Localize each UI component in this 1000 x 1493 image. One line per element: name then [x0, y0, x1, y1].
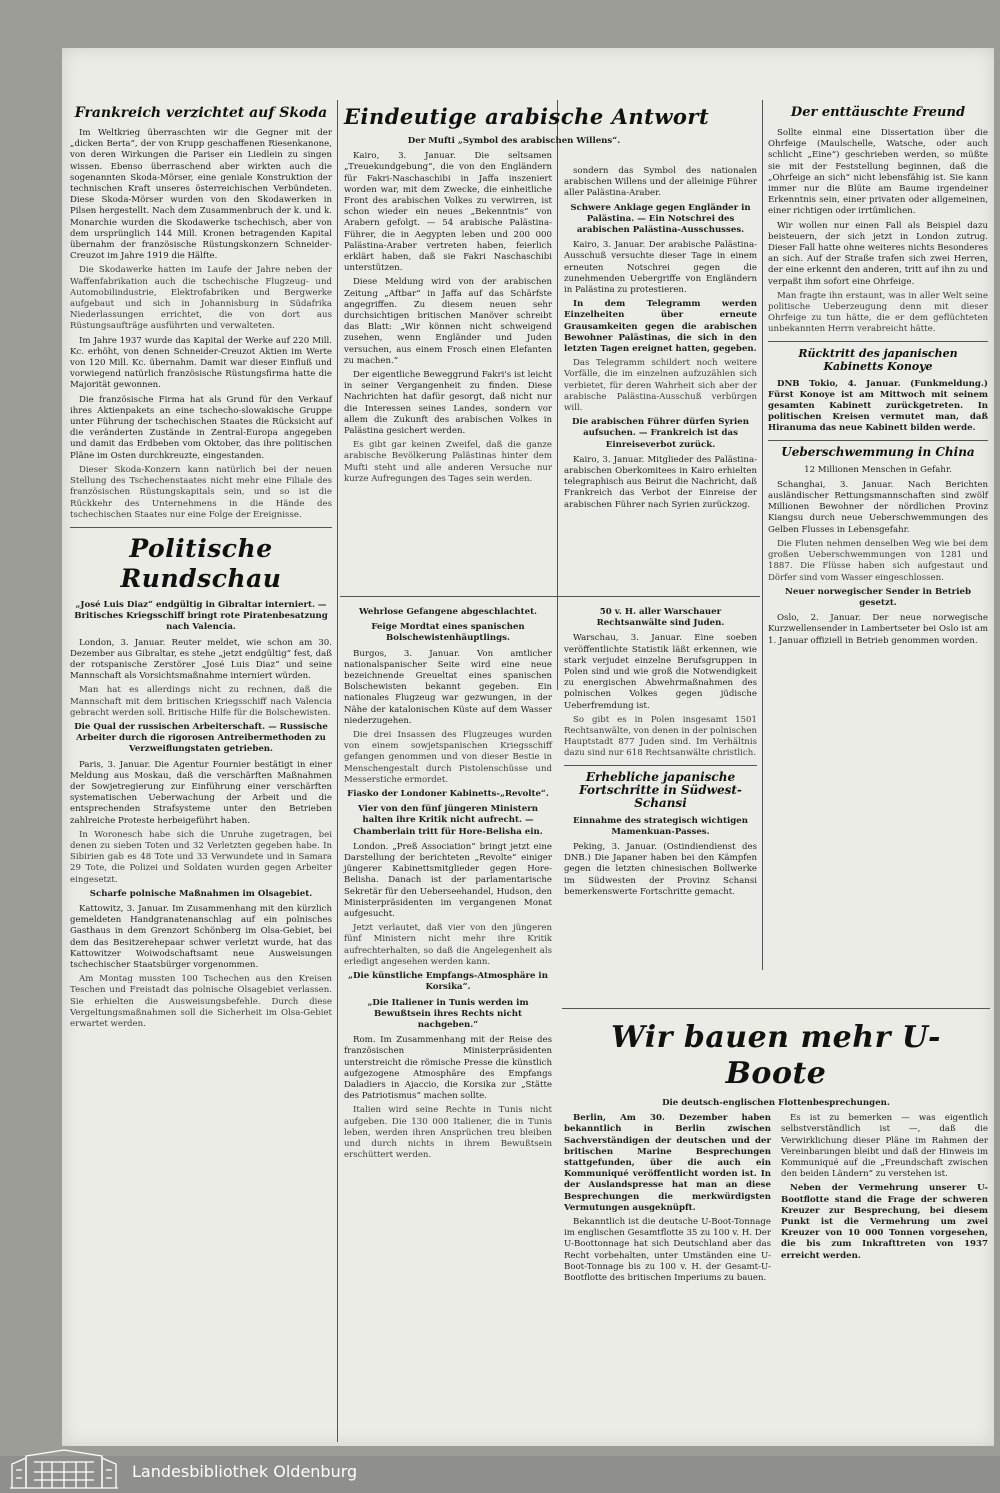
subheadline: Scharfe polnische Maßnahmen im Olsagebiet.: [89, 888, 313, 899]
paragraph: Oslo, 2. Januar. Der neue norwegische Kurzwellensender in Lambertseter bei Oslo ist am 1. Januar offiziell in Betrieb genommen worden.: [768, 613, 988, 646]
subheadline: Fiasko der Londoner Kabinetts-„Revolte“.: [347, 789, 549, 800]
paragraph: Jetzt verlautet, daß vier von den jüngeren fünf Ministern nicht mehr ihre Kritik aufrechterhalten, so daß die Angelegenheit als erledigt angesehen werden kann.: [344, 923, 552, 967]
paragraph: Der eigentliche Beweggrund Fakri's ist leicht in seiner Vergangenheit zu finden. Diese Nachrichten hat dafür gesorgt, daß nicht nur die Interessen seines Landes, sondern vor allem die Zukunft des arabischen Volkes in Palästina gesichert werden.: [344, 370, 552, 437]
uboot-article: [564, 1016, 988, 1441]
paragraph: Bekanntlich ist die deutsche U-Boot-Tonnage im englischen Gesamtflotte 35 zu 100 v. H. Der U-Boottonnage hat sich Deutschland aber das Recht vorbehalten, unter Umständen eine U-Boot-Tonnage bis zu 100 v. H. der Gesamt-U-Bootflotte des britischen Imperiums zu bauen.: [564, 1217, 771, 1284]
paragraph: Das Telegramm schildert noch weitere Vorfälle, die im einzelnen aufzuzählen sich verbietet, für deren Wahrheit sich aber der arabische Palästina-Ausschuß verbürgen will.: [564, 358, 757, 414]
paragraph: Die Fluten nehmen denselben Weg wie bei dem großen Ueberschwemmungen von 1281 und 1887. Die Flüsse haben sich aufgestaut und Dörfer sind vom Wasser eingeschlossen.: [768, 538, 988, 583]
section-headline: Politische Rundschau: [120, 533, 282, 593]
subheadline: Die Qual der russischen Arbeiterschaft. — Russische Arbeiter durch die rigorosen Antreibermethoden zu Verzweiflungstaten getrieben.: [74, 721, 328, 755]
paragraph: sondern das Symbol des nationalen arabischen Willens und der alleinige Führer aller Palästina-Araber.: [564, 166, 757, 199]
paragraph: Man hat es allerdings nicht zu rechnen, daß die Mannschaft mit dem britischen Kriegsschiff nach Valencia gebracht werden soll. Britische Hilfe für die Bolschewisten.: [70, 685, 332, 718]
subheadline: 50 v. H. aller Warschauer Rechtsanwälte sind Juden.: [596, 607, 725, 629]
paragraph: Die drei Insassen des Flugzeuges wurden von einem sowjetspanischen Kriegsschiff gefangen genommen und von dieser Bestie in Menschengestalt durch Pistolenschüsse und Messerstiche ermordet.: [344, 730, 552, 785]
subheadline: Schwere Anklage gegen Engländer in Palästina. — Ein Notschrei des arabischen Palästina-Ausschusses.: [570, 202, 751, 236]
lead-headline: Eindeutige arabische Antwort: [344, 104, 710, 129]
article-headline: Frankreich verzichtet auf Skoda: [74, 105, 328, 121]
section-rule: [70, 527, 332, 528]
paragraph: Kairo, 3. Januar. Mitglieder des Palästina-arabischen Oberkomitees in Kairo erhielten telegraphisch aus Beirut die Nachricht, daß Frankreich das Verbot der Einreise der arabischen Führer nach Syrien zurückzog.: [564, 454, 757, 510]
paragraph: Rom. Im Zusammenhang mit der Reise des französischen Ministerpräsidenten unterstreicht die römische Presse die künstlich aufgezogene Atmosphäre des Empfangs Daladiers in Ajaccio, die Korsika zur „Stätte des Patriotismus“ machen sollte.: [344, 1035, 552, 1102]
paragraph: Am Montag mussten 100 Tschechen aus den Kreisen Teschen und Freistadt das polnische Olsagebiet verlassen. Sie erhielten die Ausweisungsbefehle. Durch diese Vergeltungsmaßnahmen soll die Sicherheit im Olsa-Gebiet erwartet werden.: [70, 974, 332, 1030]
subheadline: Feige Mordtat eines spanischen Bolschewistenhäuptlings.: [371, 622, 525, 644]
section-rule: [564, 765, 757, 766]
column-3: [564, 100, 757, 640]
paragraph: So gibt es in Polen insgesamt 1501 Rechtsanwälte, von denen in der polnischen Hauptstadt 877 Juden sind. Im Verhältnis dazu sind nur 618 Rechtsanwälte christlich.: [564, 714, 757, 759]
paragraph: Kattowitz, 3. Januar. Im Zusammenhang mit den kürzlich gemeldeten Handgranatenanschlag auf ein polnisches Gasthaus in dem Grenzort Schönberg im Olsa-Gebiet, bei dem das Besitzerehepaar schwer verletzt wurde, hat das Kattowitzer Woiwodschaftsamt neue Ausweisungen tschechischer Staatsbürger vorgenommen.: [70, 903, 332, 970]
paragraph: Kairo, 3. Januar. Die seltsamen „Treuekundgebung“, die von den Engländern für Fakri-Naschaschibi in Jaffa inszeniert worden war, mit dem Zwecke, die einheitliche Front des arabischen Volkes zu verwirren, ist schon wieder ein neues „Bekenntnis“ von Arabern gefolgt. — 54 arabische Palästina-Führer, die in Aegypten leben und 200 000 Palästina-Araber vertreten haben, feierlich erklärt haben, daß sie Fakri Naschaschibi unterstützen.: [344, 151, 552, 274]
paragraph: Burgos, 3. Januar. Von amtlicher nationalspanischer Seite wird eine neue bezeichnende Greueltat eines spanischen Bolschewisten bekannt gegeben. Ein nationales Flugzeug war gezwungen, in der Nähe der katalonischen Küste auf dem Wasser niederzugehen.: [344, 648, 552, 726]
article-headline: Erhebliche japanische Fortschritte in Südwest-Schansi: [579, 769, 742, 810]
paragraph: Warschau, 3. Januar. Eine soeben veröffentlichte Statistik läßt erkennen, wie stark verjudet einzelne Berufsgruppen in Polen sind und wie groß die Notwendigkeit zu energischen Abwehrmaßnahmen des polnischen Volkes gegen jüdische Ueberfremdung ist.: [564, 633, 757, 711]
paragraph: Kairo, 3. Januar. Der arabische Palästina-Ausschuß versuchte dieser Tage in einem erneuten Notschrei gegen die zunehmenden Uebergriffe von Engländern in Palästina zu protestieren.: [564, 240, 757, 296]
section-rule: [768, 440, 988, 441]
paragraph: Italien wird seine Rechte in Tunis nicht aufgeben. Die 130 000 Italiener, die in Tunis leben, werden ihren Ansprüchen treu bleiben und durch nichts in ihrem Bewußtsein erschüttert werden.: [344, 1105, 552, 1161]
subheadline: Wehrlose Gefangene abgeschlachtet.: [358, 607, 538, 617]
article-headline: Der enttäuschte Freund: [790, 105, 966, 120]
section-rule: [340, 596, 760, 597]
subheadline: „Die Italiener in Tunis werden im Bewußtsein ihres Rechts nicht nachgeben.“: [367, 997, 529, 1030]
column-rule: [762, 100, 763, 970]
paragraph: Berlin, Am 30. Dezember haben bekanntlich in Berlin zwischen Sachverständigen der deutschen und der britischen Marine Besprechungen stattgefunden, über die auch ein Kommuniqué veröffentlicht worden ist. In der Auslandspresse hat man an diese Besprechungen die merkwürdigsten Vermutungen ausgeknüpft.: [564, 1113, 771, 1213]
paragraph: Neben der Vermehrung unserer U-Bootflotte stand die Frage der schweren Kreuzer zur Besprechung, bei diesem Punkt ist die Vermehrung um zwei Kreuzer von 10 000 Tonnen vorgesehen, die bis zum Inkrafttreten von 1937 erreicht werden.: [781, 1183, 988, 1261]
column-3-lower: [564, 604, 757, 1004]
paragraph: Sollte einmal eine Dissertation über die Ohrfeige (Maulschelle, Watsche, oder auch schlicht „Eine“) geschrieben werden, so müßte sie mit der Feststellung beginnen, daß die „Ohrfeige an sich“ nicht lebensfähig ist. Sie kann immer nur die Blüte am Baume irgendeiner Erkenntnis sein, einer privaten oder allgemeinen, einer richtigen oder irrtümlichen.: [768, 128, 988, 217]
paragraph: Die französische Firma hat als Grund für den Verkauf ihres Aktienpakets an eine tschecho-slowakische Gruppe unter Führung der tschechischen Staates die Rücksicht auf die veränderten Zustände in Zentral-Europa angegeben und damit das Erdbeben vom Oktober, das ihre politischen Pläne im Osten durchkreuzte, eingestanden.: [70, 394, 332, 461]
paragraph: DNB Tokio, 4. Januar. (Funkmeldung.) Fürst Konoye ist am Mittwoch mit seinem gesamten Kabinett zurückgetreten. In politischen Kreisen vermutet man, daß Hiranuma das neue Kabinett bilden werde.: [768, 378, 988, 434]
subheadline: Vier von den fünf jüngeren Ministern halten ihre Kritik nicht aufrecht. — Chamberlain tritt für Hore-Belisha ein.: [353, 804, 543, 837]
subheadline: Die arabischen Führer dürfen Syrien aufsuchen. — Frankreich ist das Einreiseverbot zurück.: [572, 417, 749, 450]
uboot-column-right: [781, 1113, 988, 1287]
paragraph: Im Weltkrieg überraschten wir die Gegner mit der „dicken Berta“, der von Krupp geschaffenen Riesenkanone, von deren Wirkungen die Pariser ein Liedlein zu singen wissen. Ebenso überraschend aber wirkten auch die sogenannten Skoda-Mörser, eine geniale Konstruktion der technischen Kraft unseres österreichischen Verbündeten. Diese Skoda-Mörser wurden von den Skodawerken in Pilsen hergestellt. Nach dem Zusammenbruch der k. und k. Monarchie wurden die Skodawerke tschechisch, aber von dem ursprünglich 144 Mill. Kronen betragenden Kapital übernahm der französische Rüstungskonzern Schneider-Creuzot im Jahre 1919 die Hälfte.: [70, 128, 332, 262]
subheadline: Einnahme des strategisch wichtigen Mamenkuan-Passes.: [572, 815, 748, 837]
paragraph: Es gibt gar keinen Zweifel, daß die ganze arabische Bevölkerung Palästinas hinter dem Mufti steht und alle anderen Versuche nur kurze Aufregungen des Tages sein werden.: [344, 440, 552, 484]
paragraph: Die Skodawerke hatten im Laufe der Jahre neben der Waffenfabrikation auch die tschechische Flugzeug- und Automobilindustrie, Elektrofabriken und Bergwerke aufgebaut und sich in Johannisburg in Südafrika Niederlassungen errichtet, die von dort aus Rüstungsaufträge ausführten und verwalteten.: [70, 265, 332, 332]
newspaper-page: [62, 48, 994, 1446]
subheadline: „José Luis Diaz“ endgültig in Gibraltar interniert. — Britisches Kriegsschiff bringt rote Piratenbesatzung nach Valencia.: [74, 599, 328, 633]
column-rule: [557, 100, 558, 690]
paragraph: Man fragte ihn erstaunt, was in aller Welt seine politische Ueberzeugung denn mit dieser Ohrfeige zu tun hätte, die er dem geflüchteten unbekannten Herrn verabreicht hätte.: [768, 290, 988, 335]
paragraph: Im Jahre 1937 wurde das Kapital der Werke auf 220 Mill. Kc. erhöht, von denen Schneider-Creuzot Aktien im Werte von 120 Mill. Kc. übernahm. Damit war dieser Einfluß und vorwiegend natürlich französische Rüstungsfirma hatte die Majorität gewonnen.: [70, 335, 332, 391]
paragraph: London, 3. Januar. Reuter meldet, wie schon am 30. Dezember aus Gibraltar, es stehe „jetzt endgültig“ fest, daß der rotspanische Zerstörer „José Luis Diaz“ und seine Mannschaft als Vorsichtsmaßnahme interniert würden.: [70, 637, 332, 682]
subheadline: „Die künstliche Empfangs-Atmosphäre in Korsika“.: [348, 971, 548, 993]
subheadline: Neuer norwegischer Sender in Betrieb gesetzt.: [785, 586, 971, 608]
subheadline: Die deutsch-englischen Flottenbesprechungen.: [662, 1098, 890, 1108]
paragraph: Schanghai, 3. Januar. Nach Berichten ausländischer Rettungsmannschaften sind zwölf Millionen Bewohner der nördlichen Provinz Kiangsu durch neue Ueberschwemmungen des Gelben Flusses in Lebensgefahr.: [768, 479, 988, 535]
article-headline: Rücktritt des japanischen Kabinetts Konoye: [798, 346, 958, 373]
library-building-icon: [8, 1448, 120, 1490]
paragraph: Diese Meldung wird von der arabischen Zeitung „Aftbar“ in Jaffa auf das Schärfste angegriffen. Zu diesem neuen sehr durchsichtigen britischen Manöver schreibt das Blatt: „Wir können nicht schweigend zusehen, wenn Engländer und Juden versuchen, aus einem Frosch einen Elefanten zu machen.“: [344, 277, 552, 366]
uboot-columns: [564, 1113, 988, 1287]
column-4: [768, 100, 988, 970]
lead-subheadline: Der Mufti „Symbol des arabischen Willens“.: [407, 136, 621, 146]
library-name: Landesbibliothek Oldenburg: [132, 1462, 358, 1481]
column-rule: [337, 100, 338, 1442]
paragraph: Paris, 3. Januar. Die Agentur Fournier bestätigt in einer Meldung aus Moskau, daß die verschärften Maßnahmen der Sowjetregierung zur Einführung einer verschärften systematischen Ueberwachung der Arbeit und die entsprechenden Strafsysteme unter den Betrieben zahlreiche Proteste herbeigeführt haben.: [70, 759, 332, 826]
paragraph: In dem Telegramm werden Einzelheiten über erneute Grausamkeiten gegen die arabischen Bewohner Palästinas, die sich in den letzten Tagen ereignet hatten, gegeben.: [564, 299, 757, 355]
article-headline: Ueberschwemmung in China: [781, 444, 975, 459]
uboot-column-left: [564, 1113, 771, 1287]
lead-headline: Wir bauen mehr U-Boote: [611, 1020, 941, 1091]
section-rule: [562, 1008, 990, 1009]
section-rule: [768, 341, 988, 342]
paragraph: In Woronesch habe sich die Unruhe zugetragen, bei denen zu sieben Toten und 32 Verletzten gegeben habe. In Sibirien gab es 48 Tote und 33 Verwundete und in Samara 29 Tote, die Polizei und Soldaten wurden gegen Arbeiter eingesetzt.: [70, 829, 332, 885]
subheadline: 12 Millionen Menschen in Gefahr.: [804, 464, 952, 475]
column-2-lower: [344, 604, 552, 1440]
paragraph: Es ist zu bemerken — was eigentlich selbstverständlich ist —, daß die Verwirklichung dieser Pläne im Rahmen der Vereinbarungen bleibt und daß der Hinweis im Kommuniqué auf die „Freundschaft zwischen den beiden Ländern“ zu verstehen ist.: [781, 1113, 988, 1180]
paragraph: Peking, 3. Januar. (Ostindiendienst des DNB.) Die Japaner haben bei den Kämpfen gegen die letzten chinesischen Bollwerke im Südwesten der Provinz Schansi bemerkenswerte Fortschritte gemacht.: [564, 842, 757, 897]
paragraph: London. „Preß Association“ bringt jetzt eine Darstellung der berichteten „Revolte“ einiger jüngerer Kabinettsmitglieder gegen Hore-Belisha. Danach ist der parlamentarische Sekretär für den Ueberseehandel, Hudson, den Ministerpräsidenten im vergangenen Monat aufgesucht.: [344, 841, 552, 920]
paragraph: Wir wollen nur einen Fall als Beispiel dazu beisteuern, der sich jetzt in London zutrug. Dieser Fall hatte ohne weiteres nichts Besonderes an sich. Auf der Straße trafen sich zwei Herren, der eine erkennt den anderen, tritt auf ihn zu und verpaßt ihm sofort eine Ohrfeige.: [768, 220, 988, 287]
headline-span-space: [564, 100, 757, 166]
column-1: [70, 100, 332, 1445]
paragraph: Dieser Skoda-Konzern kann natürlich bei der neuen Stellung des Tschechenstaates nicht mehr eine Filiale des französischen Rüstungskapitals sein, und so ist die Rückkehr des Unternehmens in die Hände des tschechischen Staates nur eine Folge der Ereignisse.: [70, 464, 332, 520]
